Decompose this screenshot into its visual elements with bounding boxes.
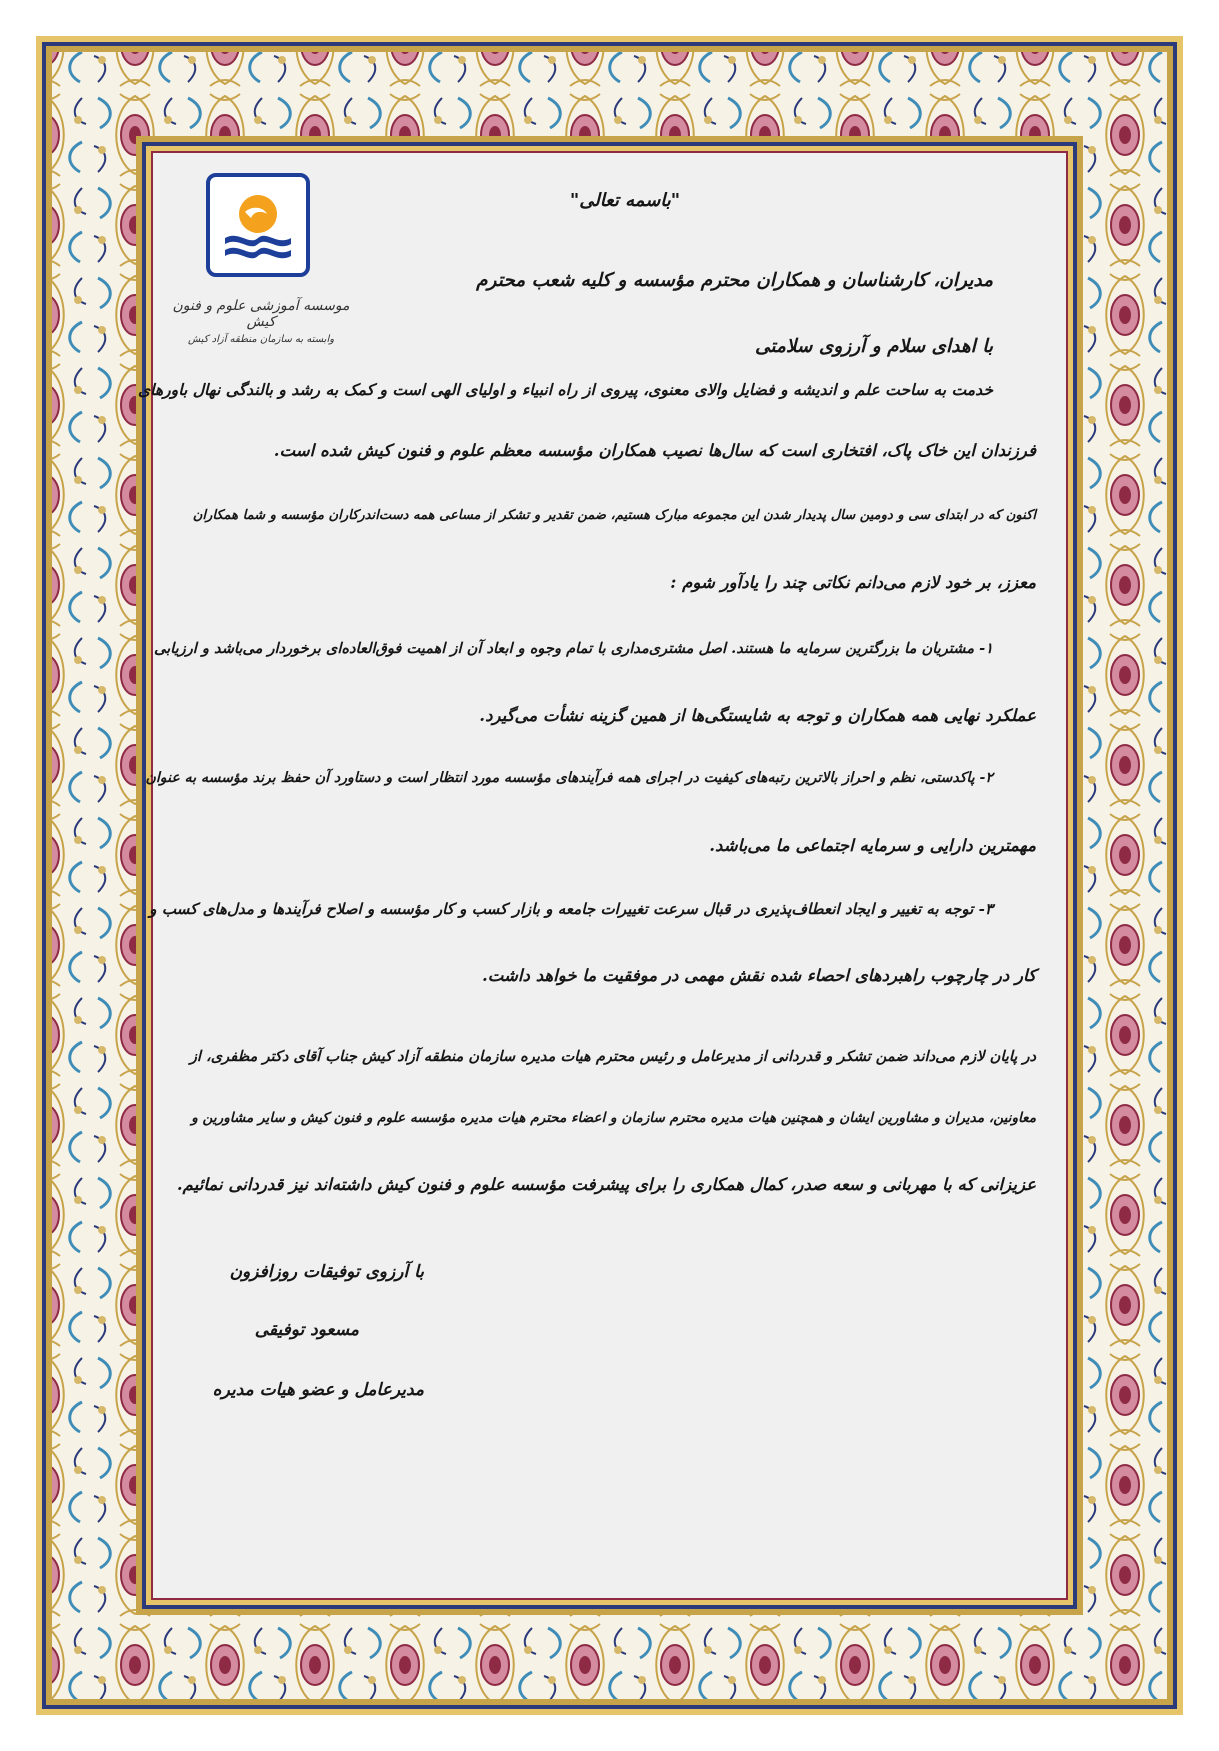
closing-line: عزیزانی که با مهربانی و سعه صدر، کمال همکاری را برای پیشرفت مؤسسه علوم و فنون کیش داشته‌اند نیز قدردانی نمائیم. [176,1174,1036,1194]
list-item-3: ۳- توجه به تغییر و ایجاد انعطاف‌پذیری در قبال سرعت تغییرات جامعه و بازار کسب و کار مؤسسه و اصلاح فرآیندها و مدل‌های کسب و [149,900,993,918]
basmala-heading: "باسمه تعالی" [569,190,681,211]
list-item-2-cont: مهمترین دارایی و سرمایه اجتماعی ما می‌باشد. [709,835,1036,855]
institute-logo-icon [205,172,311,278]
body-line: خدمت به ساحت علم و اندیشه و فضایل والای معنوی، پیروی از راه انبیاء و اولیای الهی است و کمک به رشد و بالندگی نهال باورهای [137,380,993,399]
signature-closing: با آرزوی توفیقات روزافزون [229,1262,424,1282]
body-line: معزز، بر خود لازم می‌دانم نکاتی چند را یادآور شوم : [670,572,1036,592]
institute-affiliation: وابسته به سازمان منطقه آزاد کیش [187,334,335,345]
body-line: فرزندان این خاک پاک، افتخاری است که سال‌ها نصیب همکاران مؤسسه معظم علوم و فنون کیش شده است. [273,440,1036,460]
greeting-line: با اهدای سلام و آرزوی سلامتی [754,336,993,357]
institute-name: موسسه آموزشی علوم و فنون کیش [172,298,350,330]
body-line: اکنون که در ابتدای سی و دومین سال پدیدار شدن این مجموعه مبارک هستیم، ضمن تقدیر و تشکر از مساعی همه دست‌اندرکاران مؤسسه و شما همکاران [192,508,1036,523]
list-item-2: ۲- پاکدستی، نظم و احراز بالاترین رتبه‌های کیفیت در اجرای همه فرآیندهای مؤسسه مورد انتظار است و دستاورد آن حفظ برند مؤسسه به عنوان [145,770,993,786]
addressee-line: مدیران، کارشناسان و همکاران محترم مؤسسه و کلیه شعب محترم [476,270,993,291]
list-item-1: ۱- مشتریان ما بزرگترین سرمایه ما هستند. اصل مشتری‌مداری با تمام وجوه و ابعاد آن از اهمیت فوق‌العاده‌ای برخوردار می‌باشد و ارزیابی [153,640,993,657]
list-item-1-cont: عملکرد نهایی همه همکاران و توجه به شایستگی‌ها از همین گزینه نشأت می‌گیرد. [479,705,1036,725]
list-item-3-cont: کار در چارچوب راهبردهای احصاء شده نقش مهمی در موفقیت ما خواهد داشت. [481,965,1036,985]
closing-line: در پایان لازم می‌داند ضمن تشکر و قدردانی از مدیرعامل و رئیس محترم هیات مدیره سازمان منطقه آزاد کیش جناب آقای دکتر مظفری، از [189,1048,1036,1065]
signature-name: مسعود توفیقی [254,1320,359,1340]
closing-line: معاونین، مدیران و مشاورین ایشان و همچنین هیات مدیره محترم سازمان و اعضاء محترم هیات مدیره مؤسسه علوم و فنون کیش و سایر مشاورین و [191,1110,1036,1126]
logo-caption [166,298,356,345]
signature-title: مدیرعامل و عضو هیات مدیره [212,1380,424,1400]
